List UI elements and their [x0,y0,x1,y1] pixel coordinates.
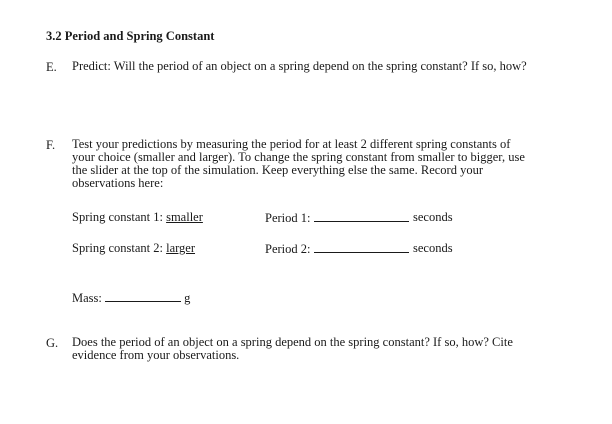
mass-unit: g [184,291,191,305]
question-g-letter: G. [46,336,59,350]
question-g-line-2: evidence from your observations. [72,348,240,362]
period-1-unit: seconds [413,210,453,224]
mass-label: Mass: [72,291,102,305]
spring-constant-2-value: larger [166,241,196,255]
period-2-field [265,241,409,257]
question-e-letter: E. [46,60,57,74]
question-f-line-4: observations here: [72,176,164,190]
period-2-label: Period 2: [265,242,311,256]
spring-constant-1-label: Spring constant 1: [72,210,167,224]
period-1-blank[interactable] [314,210,409,222]
question-f-letter: F. [46,138,56,152]
period-1-label: Period 1: [265,211,311,225]
spring-constant-2-label: Spring constant 2: [72,241,167,255]
period-2-blank[interactable] [314,241,409,253]
question-f-line-3: the slider at the top of the simulation. Keep everything else the same. Record your [72,163,483,177]
spring-constant-1-field [72,210,203,225]
spring-constant-1-value: smaller [166,210,203,224]
question-g-line-1: Does the period of an object on a spring depend on the spring constant? If so, how? Cite [72,335,513,349]
period-2-unit: seconds [413,241,453,255]
question-e-text: Predict: Will the period of an object on a spring depend on the spring constant? If so, how? [72,59,527,73]
section-heading: 3.2 Period and Spring Constant [46,29,215,43]
mass-field [72,290,190,306]
question-f-line-2: your choice (smaller and larger). To change the spring constant from smaller to bigger, use [72,150,525,164]
mass-blank[interactable] [105,290,181,302]
question-f-line-1: Test your predictions by measuring the period for at least 2 different spring constants of [72,137,511,151]
period-1-field [265,210,409,226]
spring-constant-2-field [72,241,195,256]
